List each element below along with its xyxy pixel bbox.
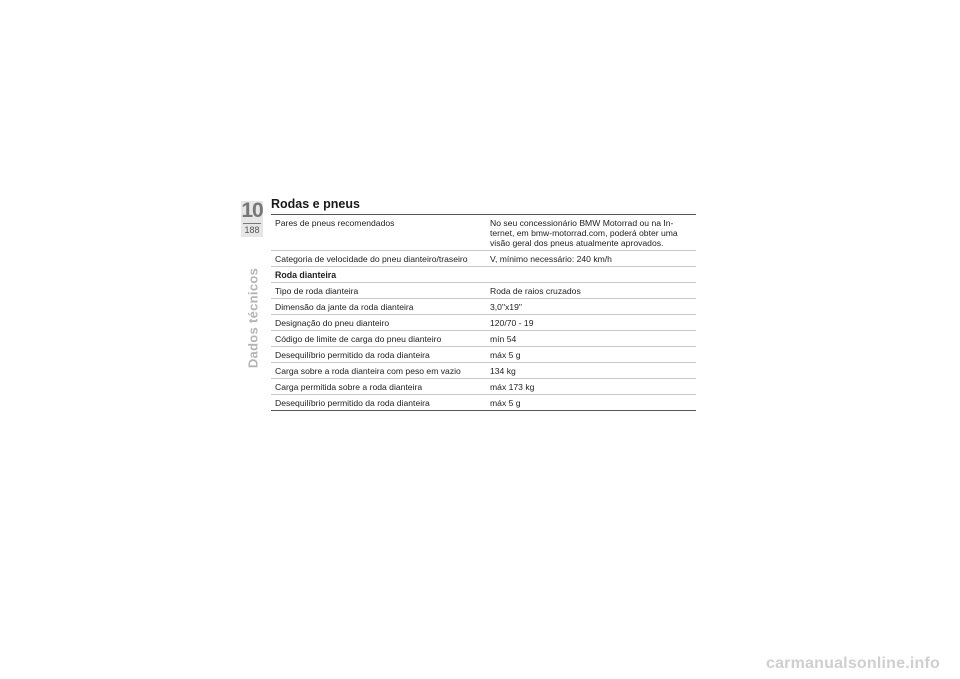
spec-value: 134 kg xyxy=(484,363,696,379)
spec-value: Roda de raios cruzados xyxy=(484,283,696,299)
spec-label: Designação do pneu dianteiro xyxy=(271,315,484,331)
spec-value: No seu concessionário BMW Motorrad ou na In- ternet, em bmw-motorrad.com, poderá obter uma visão geral dos pneus atualmente aprovados. xyxy=(484,215,696,251)
table-row xyxy=(271,251,696,267)
group-heading: Roda dianteira xyxy=(271,267,696,283)
chapter-side-title: Dados técnicos xyxy=(245,267,261,369)
table-row xyxy=(271,363,696,379)
spec-value: máx 5 g xyxy=(484,395,696,411)
chapter-number: 10 xyxy=(241,199,263,222)
page-number: 188 xyxy=(244,225,260,235)
spec-label: Desequilíbrio permitido da roda dianteira xyxy=(271,395,484,411)
table-row xyxy=(271,283,696,299)
spec-label: Pares de pneus recomendados xyxy=(271,215,484,251)
section-title: Rodas e pneus xyxy=(271,197,360,211)
spec-value: máx 173 kg xyxy=(484,379,696,395)
table-row xyxy=(271,215,696,251)
spec-value: V, mínimo necessário: 240 km/h xyxy=(484,251,696,267)
table-row xyxy=(271,299,696,315)
specs-table xyxy=(271,214,696,411)
watermark: carmanualsonline.info xyxy=(765,655,940,672)
spec-label: Dimensão da jante da roda dianteira xyxy=(271,299,484,315)
spec-value: 3,0"x19" xyxy=(484,299,696,315)
spec-label: Código de limite de carga do pneu dianteiro xyxy=(271,331,484,347)
spec-value: máx 5 g xyxy=(484,347,696,363)
spec-value: 120/70 - 19 xyxy=(484,315,696,331)
table-row xyxy=(271,331,696,347)
spec-label: Desequilíbrio permitido da roda dianteira xyxy=(271,347,484,363)
spec-value: mín 54 xyxy=(484,331,696,347)
spec-label: Tipo de roda dianteira xyxy=(271,283,484,299)
spec-label: Carga permitida sobre a roda dianteira xyxy=(271,379,484,395)
specs-table-body xyxy=(271,215,696,411)
table-row xyxy=(271,395,696,411)
table-row xyxy=(271,347,696,363)
chapter-tab xyxy=(241,201,263,237)
spec-label: Carga sobre a roda dianteira com peso em vazio xyxy=(271,363,484,379)
table-group-row xyxy=(271,267,696,283)
table-row xyxy=(271,379,696,395)
chapter-divider xyxy=(243,223,261,224)
table-row xyxy=(271,315,696,331)
spec-label: Categoria de velocidade do pneu dianteiro/traseiro xyxy=(271,251,484,267)
